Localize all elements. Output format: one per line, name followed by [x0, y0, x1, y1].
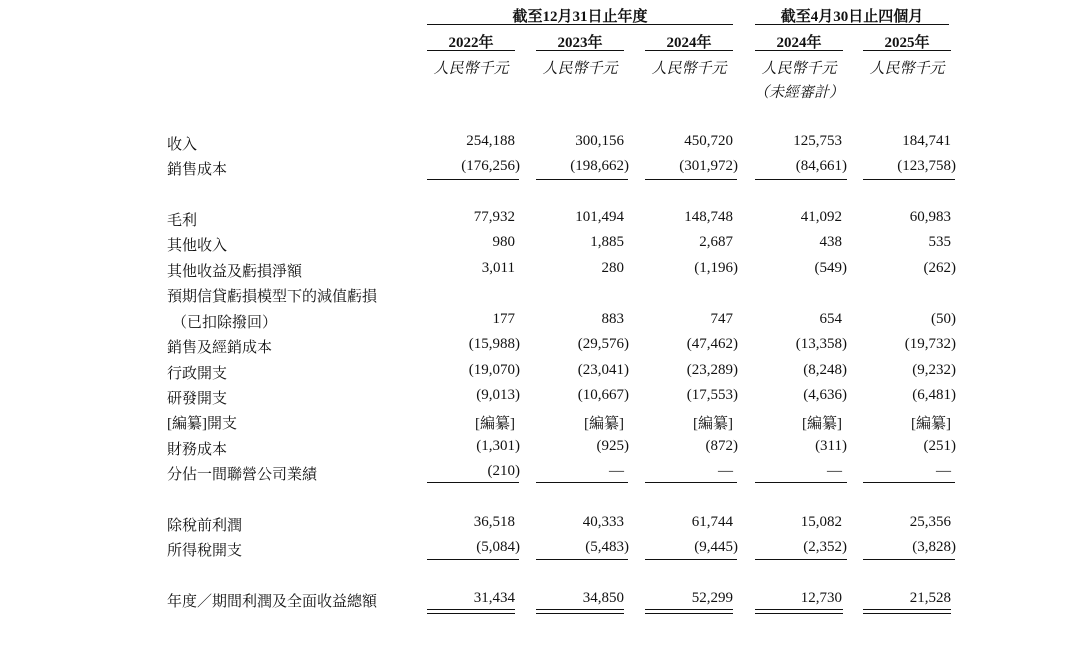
year-header: 2023年 — [557, 35, 603, 51]
table-cell: 438 — [819, 234, 842, 250]
table-cell: 2,687 — [699, 234, 733, 250]
year-header: 2024年 — [666, 35, 712, 51]
table-cell: (5,483) — [585, 539, 629, 555]
subtotal-underline — [755, 559, 847, 560]
row-label: [編纂]開支 — [167, 416, 237, 432]
table-cell: (9,013) — [476, 387, 520, 403]
row-label: 預期信貸虧損模型下的減值虧損 — [167, 289, 378, 305]
table-cell: (6,481) — [912, 387, 956, 403]
table-cell: (47,462) — [686, 336, 738, 352]
table-cell: 125,753 — [793, 133, 842, 149]
subtotal-underline — [536, 559, 628, 560]
table-cell: (2,352) — [803, 539, 847, 555]
row-label: 除稅前利潤 — [167, 518, 243, 534]
total-double-underline — [863, 609, 951, 614]
table-cell: 41,092 — [800, 209, 842, 225]
table-cell: 450,720 — [684, 133, 733, 149]
row-label: 財務成本 — [167, 442, 228, 458]
row-label: 年度／期間利潤及全面收益總額 — [167, 594, 378, 610]
table-cell: 60,983 — [909, 209, 951, 225]
group-underline — [755, 24, 949, 25]
table-cell: 535 — [928, 234, 951, 250]
subtotal-underline — [427, 482, 519, 483]
table-cell: 77,932 — [473, 209, 515, 225]
table-cell: (23,041) — [577, 362, 629, 378]
row-label: 銷售及經銷成本 — [167, 340, 273, 356]
row-label: 分佔一間聯營公司業績 — [167, 467, 318, 483]
table-cell: (1,196) — [694, 260, 738, 276]
table-cell: — — [936, 463, 951, 479]
table-cell: [編纂] — [584, 416, 624, 432]
table-cell: (15,988) — [468, 336, 520, 352]
table-cell: [編纂] — [475, 416, 515, 432]
total-double-underline — [427, 609, 515, 614]
subtotal-underline — [536, 179, 628, 180]
table-cell: 12,730 — [800, 590, 842, 606]
row-label: 行政開支 — [167, 366, 228, 382]
row-label: 銷售成本 — [167, 162, 228, 178]
year-underline — [427, 50, 515, 51]
subtotal-underline — [645, 482, 737, 483]
table-cell: (549) — [814, 260, 847, 276]
currency-header: 人民幣千元 — [869, 61, 945, 77]
table-cell: 52,299 — [691, 590, 733, 606]
unaudited-note: （未經審計） — [753, 85, 844, 101]
table-cell: 980 — [492, 234, 515, 250]
subtotal-underline — [427, 559, 519, 560]
table-cell: (262) — [923, 260, 956, 276]
currency-header: 人民幣千元 — [651, 61, 727, 77]
row-label: 其他收入 — [167, 238, 228, 254]
table-cell: (1,301) — [476, 438, 520, 454]
group-header-four-months: 截至4月30日止四個月 — [780, 9, 924, 25]
table-cell: 280 — [601, 260, 624, 276]
subtotal-underline — [755, 482, 847, 483]
table-cell: (3,828) — [912, 539, 956, 555]
table-cell: (29,576) — [577, 336, 629, 352]
row-label: （已扣除撥回） — [172, 315, 278, 331]
table-cell: (9,445) — [694, 539, 738, 555]
table-cell: 101,494 — [575, 209, 624, 225]
table-cell: — — [827, 463, 842, 479]
table-cell: (9,232) — [912, 362, 956, 378]
year-underline — [863, 50, 951, 51]
year-header: 2025年 — [884, 35, 930, 51]
subtotal-underline — [645, 559, 737, 560]
table-cell: 31,434 — [473, 590, 515, 606]
table-cell: (301,972) — [679, 158, 738, 174]
table-cell: (925) — [596, 438, 629, 454]
table-cell: (251) — [923, 438, 956, 454]
table-cell: 61,744 — [691, 514, 733, 530]
table-cell: (50) — [931, 311, 956, 327]
table-cell: (84,661) — [795, 158, 847, 174]
row-label: 其他收益及虧損淨額 — [167, 264, 303, 280]
year-underline — [645, 50, 733, 51]
table-cell: [編纂] — [911, 416, 951, 432]
table-cell: 15,082 — [800, 514, 842, 530]
total-double-underline — [645, 609, 733, 614]
row-label: 所得稅開支 — [167, 543, 243, 559]
table-cell: 254,188 — [466, 133, 515, 149]
table-cell: [編纂] — [802, 416, 842, 432]
row-label: 研發開支 — [167, 391, 228, 407]
currency-header: 人民幣千元 — [761, 61, 837, 77]
group-underline — [427, 24, 733, 25]
table-cell: (19,070) — [468, 362, 520, 378]
table-cell: — — [609, 463, 624, 479]
table-cell: (23,289) — [686, 362, 738, 378]
table-cell: 654 — [819, 311, 842, 327]
table-cell: (19,732) — [904, 336, 956, 352]
table-cell: (198,662) — [570, 158, 629, 174]
year-header: 2022年 — [448, 35, 494, 51]
table-cell: (5,084) — [476, 539, 520, 555]
currency-header: 人民幣千元 — [433, 61, 509, 77]
table-cell: (4,636) — [803, 387, 847, 403]
table-cell: (311) — [815, 438, 847, 454]
table-cell: 300,156 — [575, 133, 624, 149]
total-double-underline — [536, 609, 624, 614]
table-cell: 184,741 — [902, 133, 951, 149]
year-underline — [536, 50, 624, 51]
subtotal-underline — [863, 482, 955, 483]
table-cell: 34,850 — [582, 590, 624, 606]
table-cell: 40,333 — [582, 514, 624, 530]
subtotal-underline — [645, 179, 737, 180]
table-cell: (872) — [705, 438, 738, 454]
table-cell: [編纂] — [693, 416, 733, 432]
table-cell: 177 — [492, 311, 515, 327]
table-cell: 25,356 — [909, 514, 951, 530]
table-cell: (17,553) — [686, 387, 738, 403]
table-cell: 21,528 — [909, 590, 951, 606]
group-header-year-ended: 截至12月31日止年度 — [512, 9, 648, 25]
table-cell: (13,358) — [795, 336, 847, 352]
row-label: 毛利 — [167, 213, 198, 229]
table-cell: (8,248) — [803, 362, 847, 378]
table-cell: 36,518 — [473, 514, 515, 530]
table-cell: — — [718, 463, 733, 479]
currency-header: 人民幣千元 — [542, 61, 618, 77]
year-header: 2024年 — [776, 35, 822, 51]
table-cell: (210) — [487, 463, 520, 479]
table-cell: 3,011 — [481, 260, 515, 276]
table-cell: 148,748 — [684, 209, 733, 225]
total-double-underline — [755, 609, 843, 614]
table-cell: (123,758) — [897, 158, 956, 174]
subtotal-underline — [863, 559, 955, 560]
table-cell: 1,885 — [590, 234, 624, 250]
subtotal-underline — [427, 179, 519, 180]
table-cell: (10,667) — [577, 387, 629, 403]
table-cell: (176,256) — [461, 158, 520, 174]
table-cell: 747 — [710, 311, 733, 327]
subtotal-underline — [755, 179, 847, 180]
row-label: 收入 — [167, 137, 198, 153]
subtotal-underline — [536, 482, 628, 483]
table-cell: 883 — [601, 311, 624, 327]
subtotal-underline — [863, 179, 955, 180]
year-underline — [755, 50, 843, 51]
